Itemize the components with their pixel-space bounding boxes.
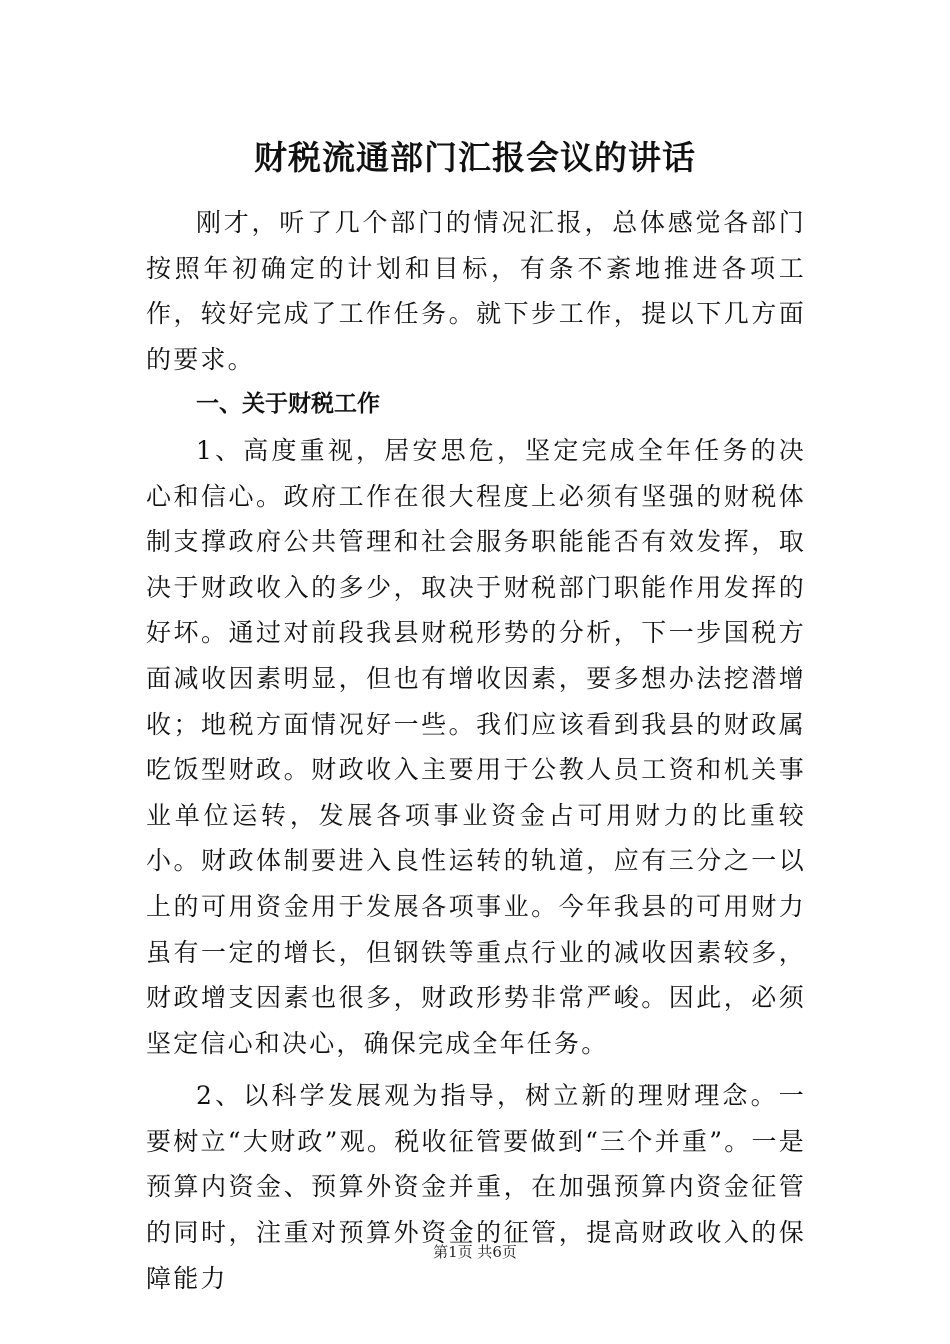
document-title: 财税流通部门汇报会议的讲话	[254, 138, 696, 177]
section-heading: 一、关于财税工作	[196, 391, 380, 418]
paragraph-intro: 刚才，听了几个部门的情况汇报，总体感觉各部门按照年初确定的计划和目标，有条不紊地推进各项工作，较好完成了工作任务。就下步工作，提以下几方面的要求。	[146, 208, 806, 374]
paragraph-gap	[146, 1066, 806, 1073]
page-footer: 第1页 共6页	[433, 1243, 517, 1261]
paragraph-item-2: 2、以科学发展观为指导，树立新的理财理念。一要树立“大财政”观。税收征管要做到“三个并重”。一是预算内资金、预算外资金并重，在加强预算内资金征管的同时，注重对预算外资金的征管，提高财政收入的保障能力	[146, 1081, 806, 1293]
paragraph-item-1: 1、高度重视，居安思危，坚定完成全年任务的决心和信心。政府工作在很大程度上必须有坚强的财税体制支撑政府公共管理和社会服务职能能否有效发挥，取决于财政收入的多少，取决于财税部门职能作用发挥的好坏。通过对前段我县财税形势的分析，下一步国税方面减收因素明显，但也有增收因素，要多想办法挖潜增收；地税方面情况好一些。我们应该看到我县的财政属吃饭型财政。财政收入主要用于公教人员工资和机关事业单位运转，发展各项事业资金占可用财力的比重较小。财政体制要进入良性运转的轨道，应有三分之一以上的可用资金用于发展各项事业。今年我县的可用财力虽有一定的增长，但钢铁等重点行业的减收因素较多，财政增支因素也很多，财政形势非常严峻。因此，必须坚定信心和决心，确保完成全年任务。	[146, 435, 806, 1058]
document-body	[146, 200, 806, 1301]
